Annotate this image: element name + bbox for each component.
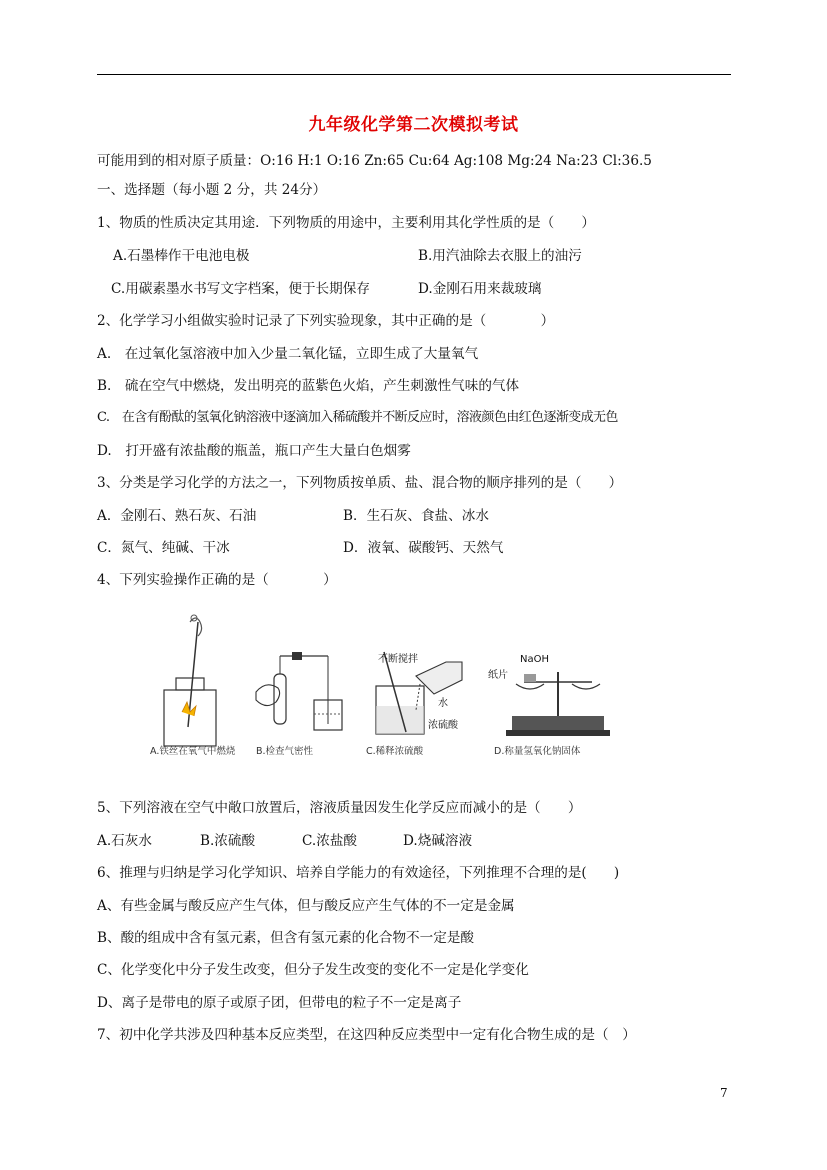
q1-option-b: B.用汽油除去衣服上的油污 bbox=[418, 248, 582, 264]
figure-c-dilute-acid bbox=[366, 652, 462, 757]
q6-option-d: D、离子是带电的原子或原子团，但带电的粒子不一定是离子 bbox=[97, 995, 462, 1011]
label-paper: 纸片 bbox=[488, 670, 508, 681]
label-water: 水 bbox=[438, 698, 448, 709]
label-naoh: NaOH bbox=[520, 654, 549, 665]
q3-option-d: D．液氧、碳酸钙、天然气 bbox=[343, 540, 504, 556]
label-stir: 不断搅拌 bbox=[378, 654, 418, 665]
figure-a-caption: A.铁丝在氧气中燃烧 bbox=[150, 746, 236, 757]
page-title: 九年级化学第二次模拟考试 bbox=[308, 115, 519, 135]
figure-c-caption: C.稀释浓硫酸 bbox=[366, 746, 424, 757]
q2-stem: 2、化学学习小组做实验时记录了下列实验现象，其中正确的是（ ） bbox=[97, 313, 555, 329]
q3-option-a: A．金刚石、熟石灰、石油 bbox=[97, 508, 257, 524]
q7-stem: 7、初中化学共涉及四种基本反应类型，在这四种反应类型中一定有化合物生成的是（ ） bbox=[97, 1027, 636, 1043]
atomic-masses: 可能用到的相对原子质量：O:16 H:1 O:16 Zn:65 Cu:64 Ag:108 Mg:24 Na:23 Cl:36.5 bbox=[97, 153, 652, 169]
q1-option-c: C.用碳素墨水书写文字档案，便于长期保存 bbox=[111, 281, 370, 297]
q6-stem: 6、推理与归纳是学习化学知识、培养自学能力的有效途径，下列推理不合理的是( ) bbox=[97, 865, 620, 881]
q3-option-c: C．氮气、纯碱、干冰 bbox=[97, 540, 230, 556]
q2-option-a: A. 在过氧化氢溶液中加入少量二氧化锰，立即生成了大量氧气 bbox=[97, 346, 479, 362]
q5-option-a: A.石灰水 bbox=[97, 833, 152, 849]
label-acid: 浓硫酸 bbox=[428, 720, 458, 731]
header-rule bbox=[97, 74, 731, 75]
figure-b-caption: B.检查气密性 bbox=[256, 746, 314, 757]
q4-figures bbox=[150, 612, 620, 762]
page-number: 7 bbox=[720, 1086, 728, 1100]
q5-stem: 5、下列溶液在空气中敞口放置后，溶液质量因发生化学反应而减小的是（ ） bbox=[97, 800, 582, 816]
figure-b-airtightness-check bbox=[256, 652, 342, 757]
q1-stem: 1、物质的性质决定其用途．下列物质的用途中，主要利用其化学性质的是（ ） bbox=[97, 215, 596, 231]
q2-option-c: C. 在含有酚酞的氢氧化钠溶液中逐滴加入稀硫酸并不断反应时，溶液颜色由红色逐渐变成无色 bbox=[97, 410, 618, 425]
q1-option-d: D.金刚石用来裁玻璃 bbox=[418, 281, 542, 297]
figure-d-weigh-naoh bbox=[488, 654, 610, 757]
figure-d-caption: D.称量氢氧化钠固体 bbox=[494, 746, 581, 757]
q5-option-d: D.烧碱溶液 bbox=[403, 833, 473, 849]
q2-option-d: D. 打开盛有浓盐酸的瓶盖，瓶口产生大量白色烟雾 bbox=[97, 443, 411, 459]
q4-stem: 4、下列实验操作正确的是（ ） bbox=[97, 572, 337, 588]
q6-option-b: B、酸的组成中含有氢元素，但含有氢元素的化合物不一定是酸 bbox=[97, 930, 475, 946]
q3-stem: 3、分类是学习化学的方法之一，下列物质按单质、盐、混合物的顺序排列的是（ ） bbox=[97, 475, 623, 491]
q5-option-c: C.浓盐酸 bbox=[302, 833, 358, 849]
q2-option-b: B. 硫在空气中燃烧，发出明亮的蓝紫色火焰，产生刺激性气味的气体 bbox=[97, 378, 520, 394]
q1-option-a: A.石墨棒作干电池电极 bbox=[113, 248, 250, 264]
figure-a-iron-wire-burning bbox=[150, 615, 236, 757]
q5-option-b: B.浓硫酸 bbox=[200, 833, 256, 849]
q6-option-a: A、有些金属与酸反应产生气体，但与酸反应产生气体的不一定是金属 bbox=[97, 898, 515, 914]
q6-option-c: C、化学变化中分子发生改变，但分子发生改变的变化不一定是化学变化 bbox=[97, 962, 529, 978]
section-heading: 一、选择题（每小题 2 分，共 24分） bbox=[97, 182, 327, 198]
q3-option-b: B．生石灰、食盐、冰水 bbox=[343, 508, 489, 524]
